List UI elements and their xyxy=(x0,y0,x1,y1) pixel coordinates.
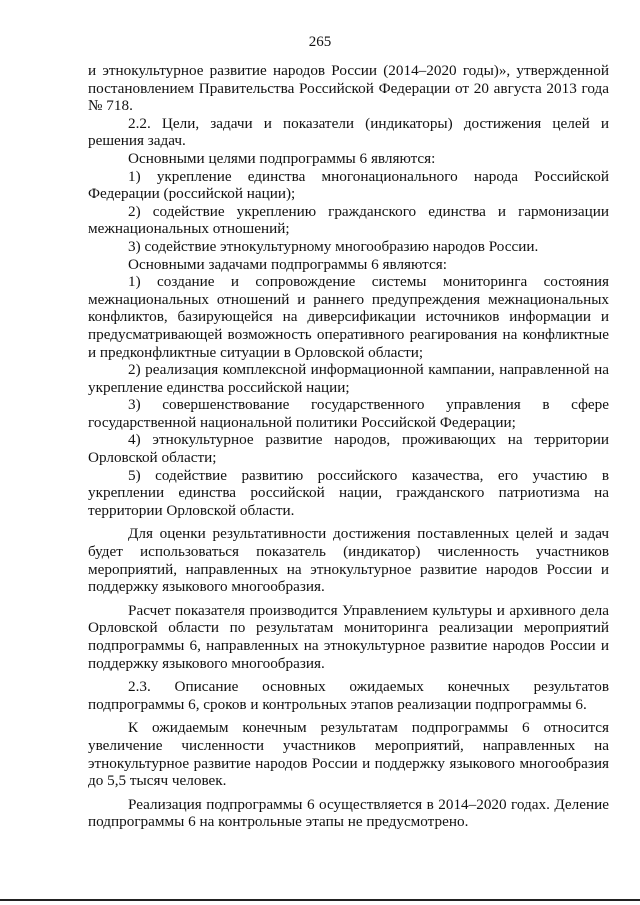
task-item-4: 4) этнокультурное развитие народов, проживающих на территории Орловской области; xyxy=(88,431,609,467)
goal-item-3: 3) содействие этнокультурному многообразию народов России. xyxy=(128,237,539,255)
goal-item-2: 2) содействие укреплению гражданского единства и гармонизации межнациональных отношений; xyxy=(88,202,609,238)
goal-item-1: 1) укрепление единства многонационального народа Российской Федерации (российской нации); xyxy=(88,167,609,203)
section-heading-2-2: 2.2. Цели, задачи и показатели (индикаторы) достижения целей и решения задач. xyxy=(88,114,609,150)
indicator-paragraph: Для оценки результативности достижения поставленных целей и задач будет использоваться показатель (индикатор) численность участников мероприятий, направленных на этнокультурное развитие народов России и поддержку языкового многообразия. xyxy=(88,525,609,596)
goals-intro: Основными целями подпрограммы 6 являются: xyxy=(128,149,436,167)
task-item-3: 3) совершенствование государственного управления в сфере государственной национальной политики Российской Федерации; xyxy=(88,396,609,431)
tasks-intro: Основными задачами подпрограммы 6 являются: xyxy=(128,255,447,273)
section-heading-2-3: 2.3. Описание основных ожидаемых конечных результатов подпрограммы 6, сроков и контрольных этапов реализации подпрограммы 6. xyxy=(88,678,609,713)
implementation-paragraph: Реализация подпрограммы 6 осуществляется в 2014–2020 годах. Деление подпрограммы 6 на контрольные этапы не предусмотрено. xyxy=(88,795,609,831)
task-item-2: 2) реализация комплексной информационной кампании, направленной на укрепление единства российской нации; xyxy=(88,361,609,396)
page-bottom-rule xyxy=(0,899,640,901)
calculation-paragraph: Расчет показателя производится Управлением культуры и архивного дела Орловской области по результатам мониторинга реализации мероприятий подпрограммы 6, направленных на этнокультурное развитие народов России и поддержку языкового многообразия. xyxy=(88,601,609,672)
task-item-1: 1) создание и сопровождение системы мониторинга состояния межнациональных отношений и раннего предупреждения межнациональных конфликтов, базирующейся на диверсификации источников информации и предусматривающей возможность оперативного реагирования на конфликтные и предконфликтные ситуации в Орловской области; xyxy=(88,273,609,361)
task-item-5: 5) содействие развитию российского казачества, его участию в укреплении единства российской нации, гражданского патриотизма на территории Орловской области. xyxy=(88,466,609,519)
page-number: 265 xyxy=(308,34,332,50)
paragraph-continuation: и этнокультурное развитие народов России (2014–2020 годы)», утвержденной постановлением Правительства Российской Федерации от 20 августа 2013 года № 718. xyxy=(88,62,609,115)
expected-results-paragraph: К ожидаемым конечным результатам подпрограммы 6 относится увеличение численности участников мероприятий, направленных на этнокультурное развитие народов России и поддержку языкового многообразия до 5,5 тысяч человек. xyxy=(88,719,609,790)
document-body xyxy=(88,62,609,831)
